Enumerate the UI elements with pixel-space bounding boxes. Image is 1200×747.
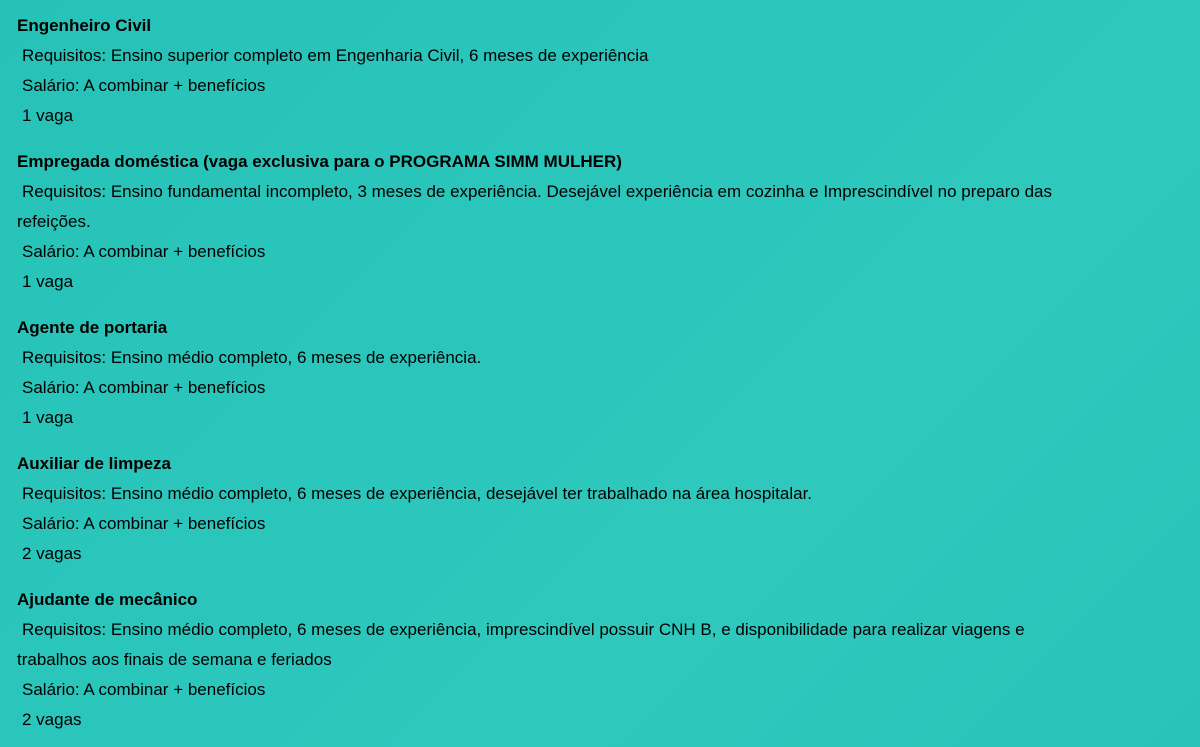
job-vacancies: 2 vagas xyxy=(22,544,82,563)
job-title: Agente de portaria xyxy=(17,318,168,337)
job-listing-auxiliar-de-limpeza xyxy=(17,449,1177,569)
job-vacancies: 1 vaga xyxy=(22,272,74,291)
job-title: Empregada doméstica (vaga exclusiva para o PROGRAMA SIMM MULHER) xyxy=(17,152,622,171)
job-vacancies: 2 vagas xyxy=(22,710,82,729)
job-salary: Salário: A combinar + benefícios xyxy=(22,242,266,261)
job-requirements-continued: refeições. xyxy=(17,212,91,231)
job-salary: Salário: A combinar + benefícios xyxy=(22,378,266,397)
job-requirements: Requisitos: Ensino fundamental incompleto, 3 meses de experiência. Desejável experiência em cozinha e Imprescindível no preparo das xyxy=(22,182,1053,201)
job-requirements-continued: trabalhos aos finais de semana e feriados xyxy=(17,650,332,669)
job-salary: Salário: A combinar + benefícios xyxy=(22,76,266,95)
job-listings xyxy=(17,11,1177,747)
job-listing-agente-de-portaria xyxy=(17,313,1177,433)
job-title: Ajudante de mecânico xyxy=(17,590,198,609)
job-title: Engenheiro Civil xyxy=(17,16,152,35)
job-salary: Salário: A combinar + benefícios xyxy=(22,680,266,699)
job-vacancies: 1 vaga xyxy=(22,408,74,427)
job-listing-engenheiro-civil xyxy=(17,11,1177,131)
job-salary: Salário: A combinar + benefícios xyxy=(22,514,266,533)
job-requirements: Requisitos: Ensino médio completo, 6 meses de experiência, imprescindível possuir CNH B, e disponibilidade para realizar viagens e xyxy=(22,620,1025,639)
job-title: Auxiliar de limpeza xyxy=(17,454,171,473)
job-requirements: Requisitos: Ensino superior completo em Engenharia Civil, 6 meses de experiência xyxy=(22,46,649,65)
job-requirements: Requisitos: Ensino médio completo, 6 meses de experiência. xyxy=(22,348,482,367)
job-listing-empregada-domestica xyxy=(17,147,1177,297)
job-vacancies: 1 vaga xyxy=(22,106,74,125)
job-listing-ajudante-de-mecanico xyxy=(17,585,1177,735)
job-requirements: Requisitos: Ensino médio completo, 6 meses de experiência, desejável ter trabalhado na área hospitalar. xyxy=(22,484,813,503)
